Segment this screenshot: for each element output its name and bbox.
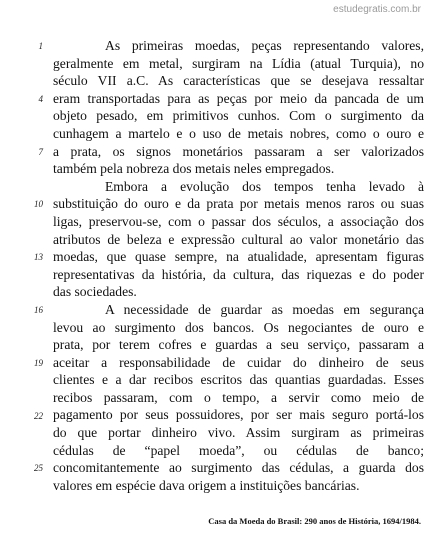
text-line: também pela nobreza dos metais neles empregados. [53,161,335,177]
text-line: pagamento por seus possuidores, por ser mais seguro portá-los [53,407,424,423]
text-line: A necessidade de guardar as moedas em segurança [105,301,424,317]
text-line: As primeiras moedas, peças representando valores, [105,38,424,53]
line-number: 16 [34,305,43,315]
text-line: representativas da história, da cultura, das riquezas e do poder [53,266,424,282]
line-number: 25 [34,463,43,474]
line-number: 7 [38,146,43,157]
line-number: 1 [38,41,43,51]
source-citation: Casa da Moeda do Brasil: 290 anos de História, 1694/1984. [208,516,421,526]
article-text [53,37,424,494]
text-line: valores em espécie dava origem a instituições bancárias. [53,477,360,493]
text-line: concomitantemente ao surgimento das cédulas, a guarda dos [53,460,424,476]
text-line: moedas, que quase sempre, na atualidade, apresentam figuras [53,249,424,265]
text-line: clientes e a dar recibos escritos das quantias guardadas. Esses [53,372,424,388]
text-line: geralmente em metal, surgiram na Lídia (atual Turquia), no [53,55,424,71]
line-number: 10 [34,199,43,210]
text-line: recibos passaram, com o tempo, a servir como meio de [53,389,424,405]
text-line: prata, por terem cofres e guardas a seu serviço, passaram a [53,337,424,353]
text-line: das sociedades. [53,284,137,300]
text-line: levou ao surgimento dos bancos. Os negociantes de ouro e [53,319,424,335]
text-line: eram transportadas para as peças por meio da pancada de um [53,90,424,106]
text-line: ligas, preservou-se, com o passar dos séculos, a associação dos [53,213,424,229]
line-number: 19 [34,357,43,368]
text-line: a prata, os signos monetários passaram a ser valorizados [53,143,424,159]
text-line: aceitar a responsabilidade de cuidar do dinheiro de seus [53,354,424,370]
text-line: substituição do ouro e da prata por metais menos raros ou suas [53,196,424,212]
text-line: do que portar dinheiro vivo. Assim surgiram as primeiras [53,425,424,441]
text-line: atributos de beleza e expressão cultural ao valor monetário das [53,231,424,247]
watermark: estudegratis.com.br [333,4,421,15]
line-number: 4 [38,93,43,104]
text-line: objeto pesado, em primitivos cunhos. Com o surgimento da [53,108,424,124]
text-line: cunhagem a martelo e o uso de metais nobres, como o ouro e [53,125,424,141]
text-line: século VII a.C. As características que se desejava ressaltar [53,73,424,89]
text-line: cédulas de “papel moeda”, ou cédulas de banco; [53,442,424,458]
text-line: Embora a evolução dos tempos tenha levado à [105,178,424,194]
line-number: 22 [34,410,43,421]
line-number: 13 [34,252,43,263]
